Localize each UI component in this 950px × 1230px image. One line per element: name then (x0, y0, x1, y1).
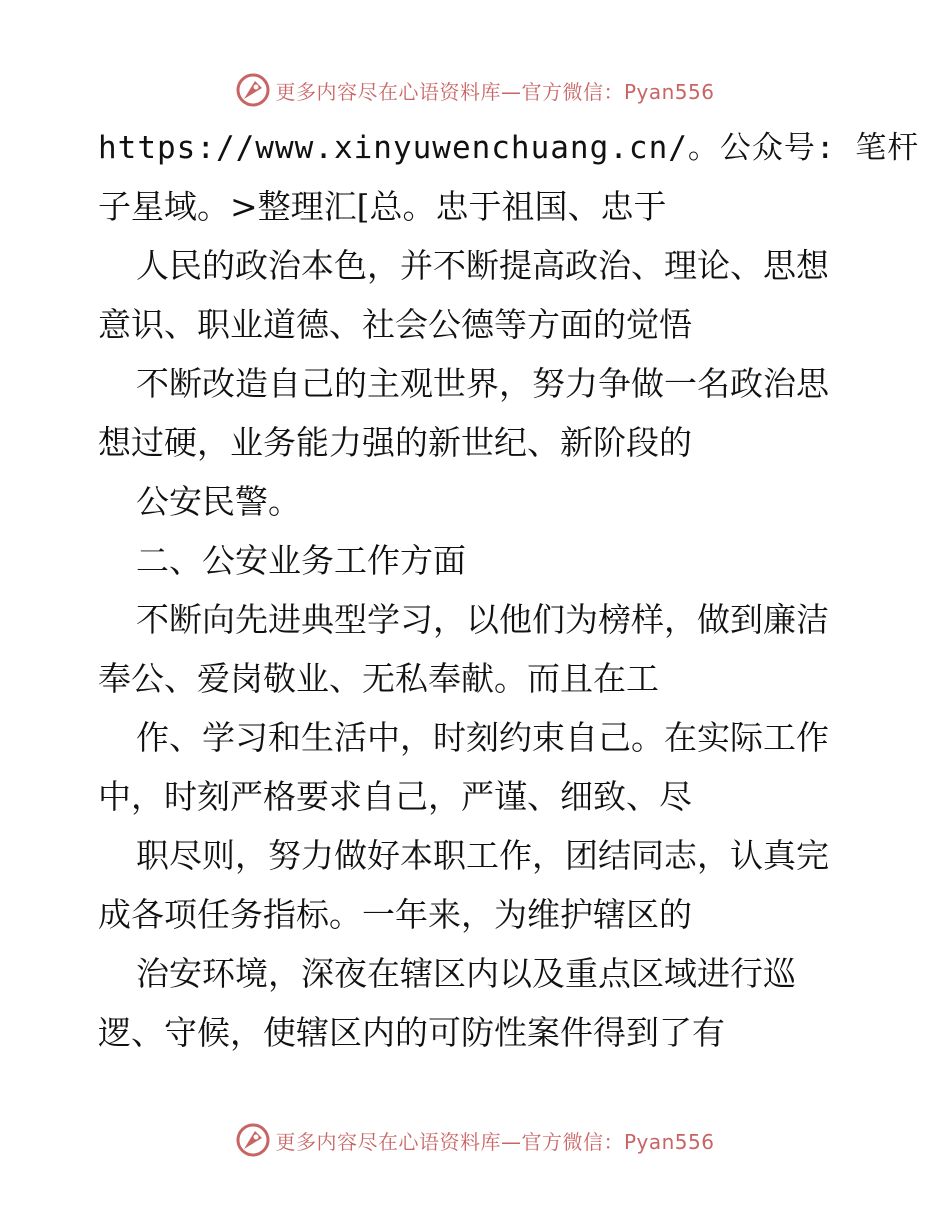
footer-watermark (0, 1118, 950, 1162)
pen-nib-logo-icon (235, 1122, 271, 1158)
text-line: 中，时刻严格要求自己，严谨、细致、尽 (98, 777, 692, 816)
text-line: 不断向先进典型学习，以他们为榜样，做到廉洁 (136, 600, 829, 639)
text-line: 逻、守候，使辖区内的可防性案件得到了有 (98, 1013, 725, 1052)
text-line: 意识、职业道德、社会公德等方面的觉悟 (98, 305, 692, 344)
section-heading: 二、公安业务工作方面 (136, 541, 466, 580)
text-line: 人民的政治本色，并不断提高政治、理论、思想 (136, 246, 829, 285)
text-line: 职尽则，努力做好本职工作，团结同志，认真完 (136, 836, 829, 875)
text-line: 不断改造自己的主观世界，努力争做一名政治思 (136, 364, 829, 403)
text-line: 成各项任务指标。一年来，为维护辖区的 (98, 895, 692, 934)
text-line: 子星域。>整理汇[总。忠于祖国、忠于 (98, 187, 667, 226)
pen-nib-logo-icon (235, 72, 271, 108)
text-line: https://www.xinyuwenchuang.cn/。公众号: 笔杆 (98, 130, 920, 166)
text-line: 公安民警。 (136, 482, 301, 521)
watermark-text: 更多内容尽在心语资料库—官方微信：Pyan556 (275, 1129, 715, 1154)
text-line: 奉公、爱岗敬业、无私奉献。而且在工 (98, 659, 659, 698)
watermark-text: 更多内容尽在心语资料库—官方微信：Pyan556 (275, 79, 715, 104)
text-line: 治安环境，深夜在辖区内以及重点区域进行巡 (136, 954, 796, 993)
header-watermark (0, 68, 950, 112)
text-line: 想过硬，业务能力强的新世纪、新阶段的 (98, 423, 692, 462)
text-line: 作、学习和生活中，时刻约束自己。在实际工作 (136, 718, 829, 757)
document-body (98, 126, 920, 1070)
